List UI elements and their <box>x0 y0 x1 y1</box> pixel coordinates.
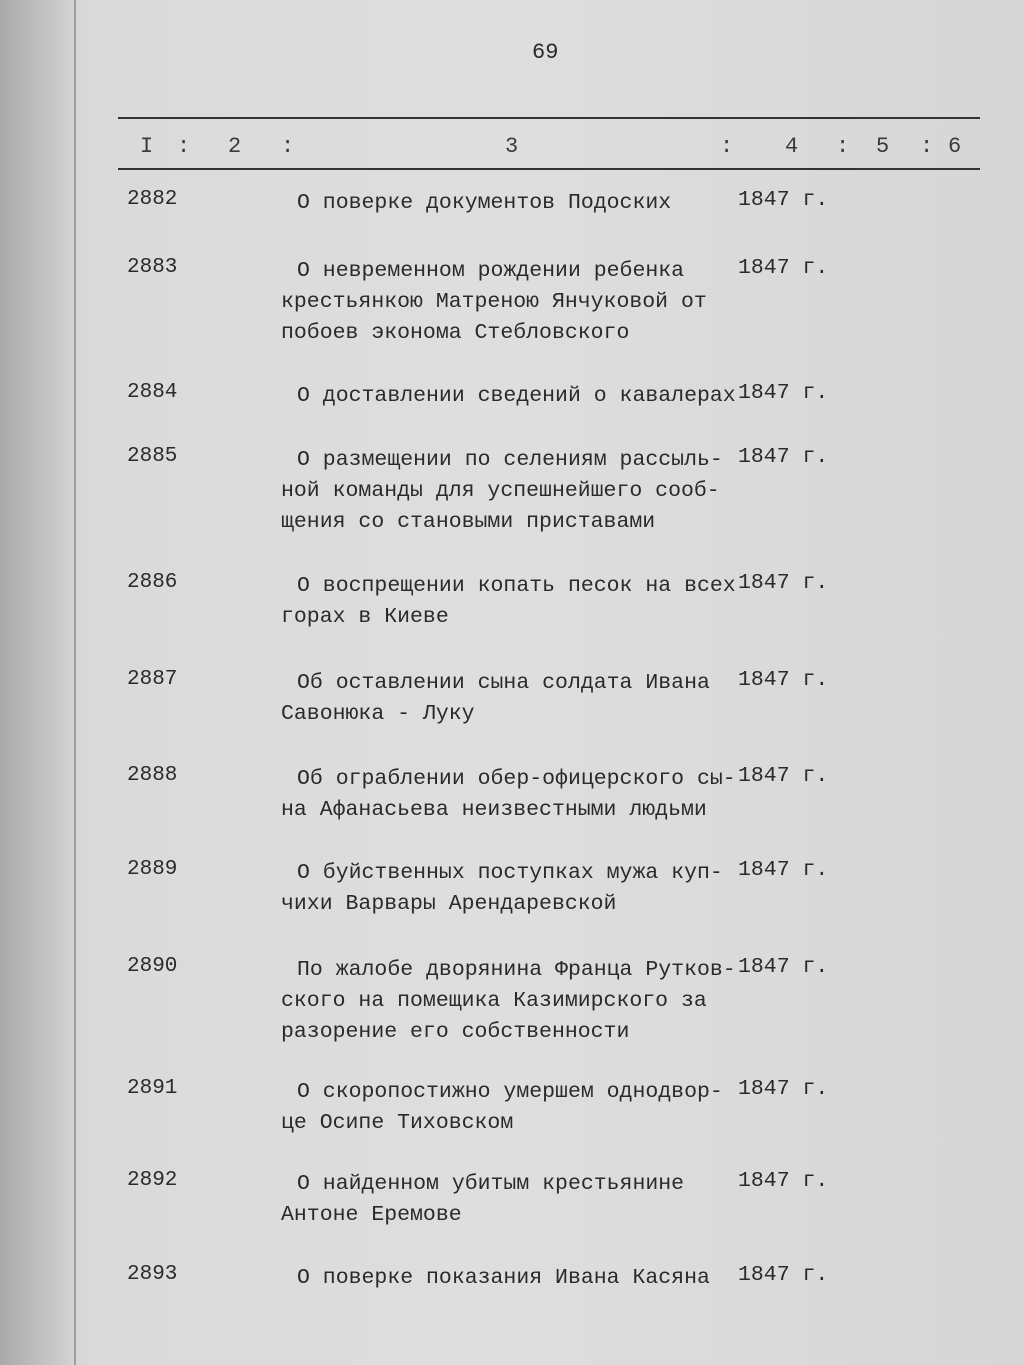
description-line: О скоропостижно умершем однодвор- <box>297 1080 723 1104</box>
description-line: О поверке документов Подоских <box>297 191 672 215</box>
entry-description <box>281 668 741 730</box>
description-line: щения со становыми приставами <box>281 510 656 534</box>
entry-description <box>281 764 741 826</box>
description-line: крестьянкою Матреною Янчуковой от <box>281 290 707 314</box>
col-1: I <box>140 134 154 159</box>
description-line: горах в Киеве <box>281 605 449 629</box>
entry-year: 1847 г. <box>738 571 829 595</box>
entry-description <box>281 188 741 219</box>
entry-description <box>281 571 741 633</box>
entry-number: 2891 <box>127 1077 178 1100</box>
entry-description <box>281 1263 741 1294</box>
col-6: 6 <box>948 134 962 159</box>
description-line: побоев эконома Стебловского <box>281 321 630 345</box>
entry-year: 1847 г. <box>738 764 829 788</box>
col-5: 5 <box>876 134 890 159</box>
entry-number: 2885 <box>127 445 178 468</box>
description-line: О поверке показания Ивана Касяна <box>297 1266 710 1290</box>
description-line: О доставлении сведений о кавалерах <box>297 384 736 408</box>
description-line: ной команды для успешнейшего сооб- <box>281 479 720 503</box>
page-edge-shadow <box>0 0 78 1365</box>
entry-description <box>281 858 741 920</box>
description-line: Антоне Еремове <box>281 1203 462 1227</box>
header-bottom-rule <box>118 168 980 170</box>
entry-year: 1847 г. <box>738 1169 829 1193</box>
entry-description <box>281 1077 741 1139</box>
col-2: 2 <box>228 134 242 159</box>
entry-year: 1847 г. <box>738 256 829 280</box>
entry-year: 1847 г. <box>738 445 829 469</box>
description-line: Об ограблении обер-офицерского сы- <box>297 767 736 791</box>
entry-number: 2887 <box>127 668 178 691</box>
entry-description <box>281 1169 741 1231</box>
page-number: 69 <box>532 40 559 65</box>
entry-year: 1847 г. <box>738 955 829 979</box>
entry-number: 2882 <box>127 188 178 211</box>
description-line: це Осипе Тиховском <box>281 1111 514 1135</box>
entry-number: 2886 <box>127 571 178 594</box>
description-line: О найденном убитым крестьянине <box>297 1172 685 1196</box>
entry-number: 2888 <box>127 764 178 787</box>
description-line: на Афанасьева неизвестными людьми <box>281 798 707 822</box>
entry-number: 2889 <box>127 858 178 881</box>
description-line: По жалобе дворянина Франца Рутков- <box>297 958 736 982</box>
entry-number: 2884 <box>127 381 178 404</box>
entry-year: 1847 г. <box>738 188 829 212</box>
description-line: ского на помещика Казимирского за <box>281 989 707 1013</box>
description-line: разорение его собственности <box>281 1020 630 1044</box>
col-sep: : <box>177 134 191 159</box>
entry-description <box>281 955 741 1048</box>
entry-description <box>281 445 741 538</box>
description-line: Об оставлении сына солдата Ивана <box>297 671 710 695</box>
description-line: О буйственных поступках мужа куп- <box>297 861 723 885</box>
entry-year: 1847 г. <box>738 858 829 882</box>
entry-year: 1847 г. <box>738 1077 829 1101</box>
description-line: О размещении по селениям рассыль- <box>297 448 723 472</box>
description-line: О воспрещении копать песок на всех <box>297 574 736 598</box>
entry-number: 2892 <box>127 1169 178 1192</box>
header-top-rule <box>118 117 980 119</box>
col-sep: : <box>281 134 295 159</box>
description-line: Савонюка - Луку <box>281 702 475 726</box>
entry-year: 1847 г. <box>738 381 829 405</box>
description-line: О невременном рождении ребенка <box>297 259 685 283</box>
entry-description <box>281 381 741 412</box>
entry-number: 2893 <box>127 1263 178 1286</box>
entry-year: 1847 г. <box>738 1263 829 1287</box>
col-sep: : <box>836 134 850 159</box>
page-edge <box>74 0 76 1365</box>
entry-year: 1847 г. <box>738 668 829 692</box>
col-sep: : <box>720 134 734 159</box>
entry-number: 2890 <box>127 955 178 978</box>
col-4: 4 <box>785 134 799 159</box>
entry-description <box>281 256 741 349</box>
entry-number: 2883 <box>127 256 178 279</box>
col-sep: : <box>920 134 934 159</box>
description-line: чихи Варвары Арендаревской <box>281 892 617 916</box>
col-3: 3 <box>505 134 519 159</box>
